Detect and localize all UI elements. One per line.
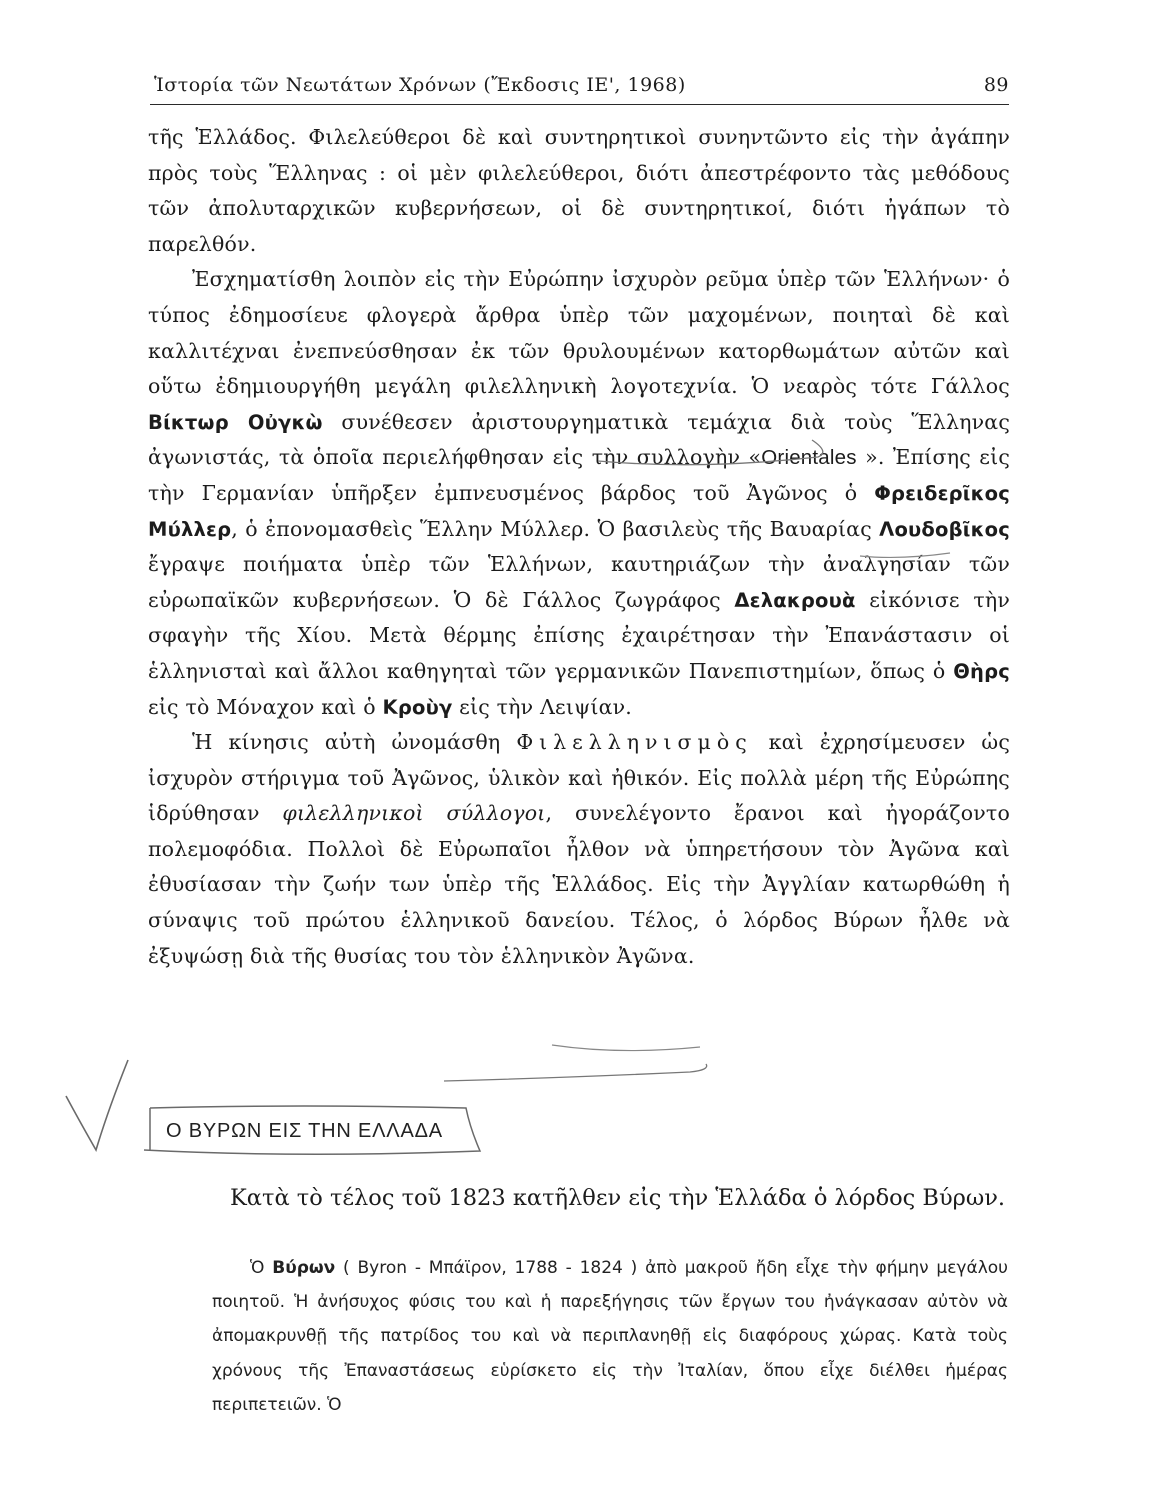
section-heading: Ο ΒΥΡΩΝ ΕΙΣ ΤΗΝ ΕΛΛΑΔΑ [166, 1120, 443, 1142]
byron-note [212, 1251, 1008, 1422]
name-victor-hugo: Βίκτωρ Οὐγκὼ [148, 410, 323, 434]
pencil-checkmark [66, 1060, 128, 1150]
page-number: 89 [983, 74, 1009, 96]
byron-note-paragraph [212, 1251, 1008, 1422]
main-text [148, 120, 1010, 974]
paragraph-2 [148, 262, 1010, 725]
paragraph-2-text-c: ». Ἐπίσης εἰς τὴν Γερμανίαν ὑπῆρξεν ἐμπνευσμένος βάρδος τοῦ Ἀγῶνος ὁ [148, 445, 1011, 505]
pencil-underline-agona [444, 1064, 707, 1081]
section-intro [148, 1180, 1010, 1216]
byron-note-text-a: Ὁ [250, 1258, 265, 1278]
paragraph-3-text-b: καὶ ἐχρησίμευσεν ὡς ἰσχυρὸν στήριγμα τοῦ Ἀγῶνος, ὑλικὸν καὶ ἠθικόν. Εἰς πολλὰ μέρη τῆς Εὐρώπης ἱδρύθησαν [148, 730, 1011, 826]
byron-note-text-b: ( Byron - Μπάϊρον, 1788 - 1824 ) ἀπὸ μακροῦ ἤδη εἶχε τὴν φήμην μεγάλου ποιητοῦ. Ἡ ἀνήσυχος φύσις του καὶ ἡ παρεξήγησις τῶν ἔργων του ἠνάγκασαν αὐτὸν νὰ ἀπομακρυνθῇ τῆς πατρίδος του καὶ νὰ περιπλανηθῇ εἰς διαφόρους χώρας. Κατὰ τοὺς χρόνους τῆς Ἐπαναστάσεως εὑρίσκετο εἰς τὴν Ἰταλίαν, ὅπου εἶχε διέλθει ἡμέρας περιπετειῶν. Ὁ [212, 1258, 1008, 1415]
name-friedrich-muller: Φρειδερῖκος Μύλλερ [148, 481, 1010, 541]
paragraph-2-text-d: , ὁ ἐπονομασθεὶς Ἕλλην Μύλλερ. Ὁ βασιλεὺς τῆς Βαυαρίας [231, 516, 872, 541]
pencil-underline-byron [552, 1045, 700, 1051]
running-header [150, 72, 1009, 105]
paragraph-2-text-b: συνέθεσεν ἀριστουργηματικὰ τεμάχια διὰ τοὺς Ἕλληνας ἀγωνιστάς, τὰ ὁποῖα περιελήφθησαν εἰς τὴν συλλογὴν « [148, 409, 1011, 470]
paragraph-1-text: τῆς Ἑλλάδος. Φιλελεύθεροι δὲ καὶ συντηρητικοὶ συνηντῶντο εἰς τὴν ἀγάπην πρὸς τοὺς Ἕλληνας : οἱ μὲν φιλελεύθεροι, διότι ἀπεστρέφοντο τὰς μεθόδους τῶν ἀπολυταρχικῶν κυβερνήσεων, οἱ δὲ συντηρητικοί, διότι ἠγάπων τὸ παρελθόν. [148, 125, 1010, 256]
paragraph-3-text-a: Ἡ κίνησις αὐτὴ ὠνομάσθη [192, 730, 501, 755]
paragraph-2-text-a: Ἐσχηματίσθη λοιπὸν εἰς τὴν Εὐρώπην ἰσχυρὸν ρεῦμα ὑπὲρ τῶν Ἑλλήνων· ὁ τύπος ἐδημοσίευε φλογερὰ ἄρθρα ὑπὲρ τῶν μαχομένων, ποιηταὶ δὲ καὶ καλλιτέχναι ἐνεπνεύσθησαν ἐκ τῶν θρυλουμένων κατορθωμάτων αὐτῶν καὶ οὕτω ἐδημιουργήθη μεγάλη φιλελληνικὴ λογοτεχνία. Ὁ νεαρὸς τότε Γάλλος [148, 267, 1010, 399]
paragraph-3-text-c: , συνελέγοντο ἔρανοι καὶ ἠγοράζοντο πολεμοφόδια. Πολλοὶ δὲ Εὐρωπαῖοι ἦλθον νὰ ὑπηρετήσουν τὸν Ἀγῶνα καὶ ἐθυσίασαν τὴν ζωήν των ὑπὲρ τῆς Ἑλλάδος. Εἰς τὴν Ἀγγλίαν κατωρθώθη ἡ σύναψις τοῦ πρώτου ἑλληνικοῦ δανείου. Τέλος, ὁ λόρδος Βύρων ἦλθε νὰ ἐξυψώσῃ διὰ τῆς θυσίας του τὸν ἑλληνικὸν Ἀγῶνα. [148, 801, 1010, 968]
paragraph-2-text-e: ἔγραψε ποιήματα ὑπὲρ τῶν Ἑλλήνων, καυτηριάζων τὴν ἀναλγησίαν τῶν εὐρωπαϊκῶν κυβερνήσεων. Ὁ δὲ Γάλλος ζωγράφος [148, 552, 1010, 612]
paragraph-2-text-h: εἰς τὴν Λειψίαν. [459, 694, 633, 719]
section-intro-paragraph: Κατὰ τὸ τέλος τοῦ 1823 κατῆλθεν εἰς τὴν Ἑλλάδα ὁ λόρδος Βύρων. [230, 1185, 1006, 1211]
paragraph-1 [148, 120, 1010, 262]
paragraph-2-text-g: εἰς τὸ Μόναχον καὶ ὁ [148, 694, 376, 719]
orientales-title: Orientales [761, 446, 857, 470]
name-thiersch: Θὴρς [953, 659, 1011, 683]
paragraph-3 [148, 725, 1010, 974]
name-byron: Βύρων [272, 1258, 336, 1278]
term-philhellenism: Φιλελληνισμὸς [516, 730, 753, 755]
header-title: Ἱστορία τῶν Νεωτάτων Χρόνων (Ἔκδοσις ΙΕ', 1968) [154, 74, 686, 96]
paragraph-2-text-f: εἰκόνισε τὴν σφαγὴν τῆς Χίου. Μετὰ θέρμης ἐπίσης ἐχαιρέτησαν τὴν Ἐπανάστασιν οἱ ἑλληνισταὶ καὶ ἄλλοι καθηγηταὶ τῶν γερμανικῶν Πανεπιστημίων, ὅπως ὁ [148, 587, 1011, 683]
name-delacroix: Δελακρουὰ [734, 588, 856, 612]
name-krug: Κροὺγ [382, 695, 453, 719]
name-ludwig: Λουδοβῖκος [879, 517, 1010, 541]
term-philhellenic-societies: φιλελληνικοὶ σύλλογοι [282, 801, 546, 826]
